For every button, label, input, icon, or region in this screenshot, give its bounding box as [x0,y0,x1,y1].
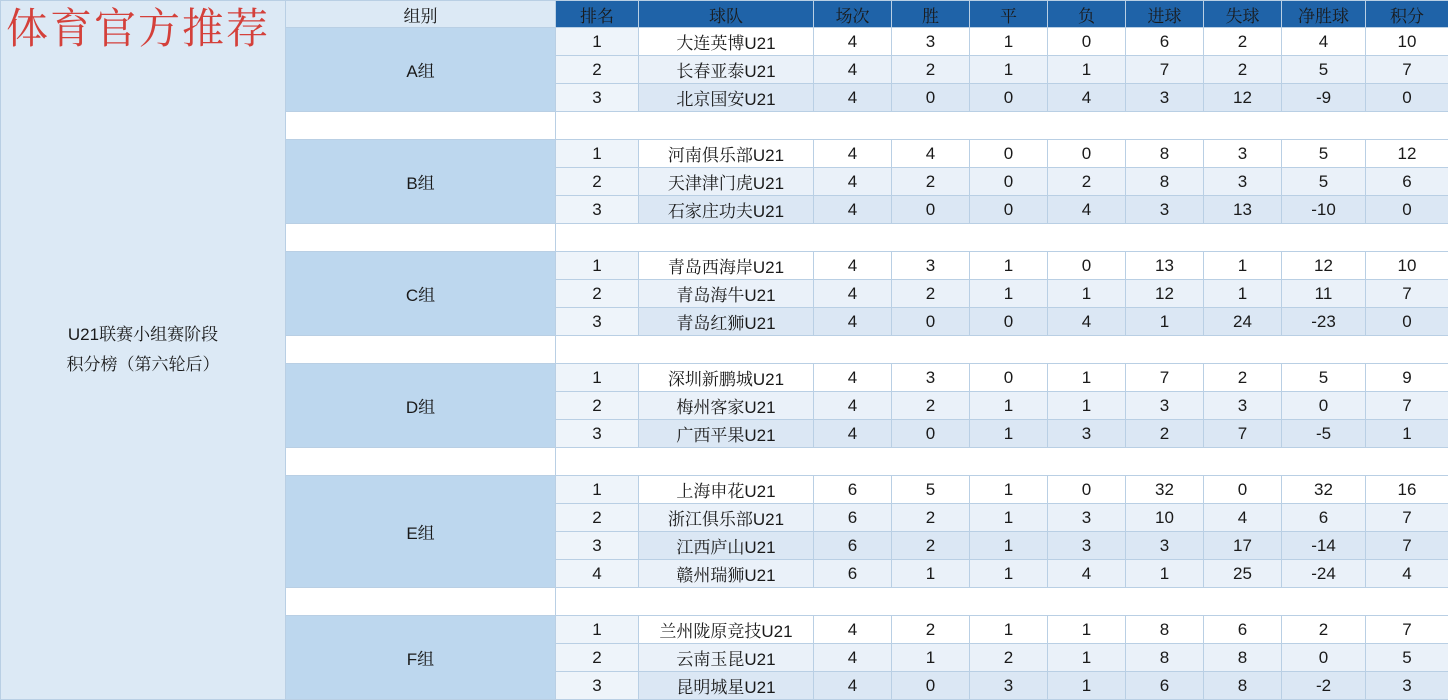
cell-rank: 2 [556,644,639,672]
cell-goals-against: 2 [1204,56,1282,84]
cell-played: 6 [814,532,892,560]
cell-points: 7 [1366,392,1448,420]
cell-goals-against: 3 [1204,168,1282,196]
cell-loss: 3 [1048,420,1126,448]
cell-points: 7 [1366,504,1448,532]
cell-draw: 0 [970,84,1048,112]
cell-played: 4 [814,420,892,448]
cell-win: 1 [892,560,970,588]
cell-goals-against: 3 [1204,140,1282,168]
cell-draw: 1 [970,616,1048,644]
spacer-group [286,224,556,252]
cell-goal-diff: 2 [1282,616,1366,644]
cell-draw: 1 [970,504,1048,532]
cell-goal-diff: 32 [1282,476,1366,504]
cell-rank: 3 [556,84,639,112]
cell-loss: 4 [1048,560,1126,588]
cell-goal-diff: 0 [1282,644,1366,672]
cell-rank: 3 [556,196,639,224]
cell-loss: 3 [1048,532,1126,560]
group-label-F组: F组 [286,616,556,700]
cell-loss: 1 [1048,56,1126,84]
cell-team: 天津津门虎U21 [639,168,814,196]
column-header-goals-for: 进球 [1126,1,1204,28]
cell-played: 4 [814,364,892,392]
cell-win: 3 [892,28,970,56]
cell-team: 河南俱乐部U21 [639,140,814,168]
cell-goal-diff: -14 [1282,532,1366,560]
column-header-group: 组别 [286,1,556,28]
cell-win: 2 [892,280,970,308]
cell-goal-diff: -9 [1282,84,1366,112]
cell-goal-diff: 5 [1282,56,1366,84]
cell-points: 10 [1366,28,1448,56]
cell-goal-diff: -24 [1282,560,1366,588]
cell-goals-against: 3 [1204,392,1282,420]
cell-loss: 3 [1048,504,1126,532]
cell-goals-against: 13 [1204,196,1282,224]
cell-rank: 2 [556,280,639,308]
cell-goals-for: 2 [1126,420,1204,448]
spacer-stats [556,112,1448,140]
cell-win: 2 [892,392,970,420]
cell-team: 长春亚泰U21 [639,56,814,84]
cell-points: 16 [1366,476,1448,504]
cell-draw: 0 [970,196,1048,224]
cell-goal-diff: -23 [1282,308,1366,336]
cell-played: 4 [814,308,892,336]
cell-goals-for: 10 [1126,504,1204,532]
cell-win: 2 [892,168,970,196]
cell-goals-for: 8 [1126,140,1204,168]
cell-played: 4 [814,672,892,700]
group-label-E组: E组 [286,476,556,588]
cell-goals-for: 32 [1126,476,1204,504]
cell-win: 2 [892,616,970,644]
cell-rank: 2 [556,504,639,532]
cell-played: 4 [814,280,892,308]
cell-draw: 1 [970,532,1048,560]
cell-points: 7 [1366,532,1448,560]
cell-goals-for: 8 [1126,644,1204,672]
cell-goal-diff: 11 [1282,280,1366,308]
cell-goals-against: 17 [1204,532,1282,560]
cell-draw: 0 [970,308,1048,336]
cell-points: 7 [1366,280,1448,308]
cell-rank: 3 [556,532,639,560]
cell-goals-against: 1 [1204,252,1282,280]
cell-goals-for: 6 [1126,28,1204,56]
cell-goals-against: 4 [1204,504,1282,532]
cell-draw: 1 [970,280,1048,308]
cell-points: 0 [1366,308,1448,336]
cell-team: 江西庐山U21 [639,532,814,560]
cell-rank: 1 [556,616,639,644]
cell-team: 大连英博U21 [639,28,814,56]
cell-loss: 2 [1048,168,1126,196]
cell-played: 4 [814,616,892,644]
cell-points: 6 [1366,168,1448,196]
cell-win: 0 [892,84,970,112]
cell-points: 3 [1366,672,1448,700]
cell-played: 6 [814,504,892,532]
cell-loss: 0 [1048,28,1126,56]
cell-played: 4 [814,140,892,168]
cell-points: 9 [1366,364,1448,392]
cell-goals-for: 3 [1126,196,1204,224]
cell-played: 4 [814,56,892,84]
cell-rank: 2 [556,392,639,420]
cell-rank: 1 [556,476,639,504]
cell-draw: 3 [970,672,1048,700]
cell-played: 4 [814,392,892,420]
cell-goal-diff: 12 [1282,252,1366,280]
cell-goal-diff: 5 [1282,140,1366,168]
cell-rank: 2 [556,168,639,196]
cell-played: 4 [814,644,892,672]
cell-team: 浙江俱乐部U21 [639,504,814,532]
spacer-stats [556,336,1448,364]
cell-draw: 1 [970,392,1048,420]
cell-goals-for: 1 [1126,308,1204,336]
cell-goal-diff: 0 [1282,392,1366,420]
cell-goals-against: 24 [1204,308,1282,336]
cell-goal-diff: 5 [1282,364,1366,392]
cell-team: 上海申花U21 [639,476,814,504]
cell-points: 0 [1366,84,1448,112]
cell-team: 昆明城星U21 [639,672,814,700]
cell-draw: 1 [970,28,1048,56]
cell-loss: 1 [1048,280,1126,308]
group-label-D组: D组 [286,364,556,448]
spacer-group [286,336,556,364]
cell-draw: 1 [970,420,1048,448]
cell-goals-against: 2 [1204,364,1282,392]
cell-team: 兰州陇原竞技U21 [639,616,814,644]
cell-goals-against: 0 [1204,476,1282,504]
cell-goals-for: 1 [1126,560,1204,588]
column-header-rank: 排名 [556,1,639,28]
column-header-played: 场次 [814,1,892,28]
column-header-team: 球队 [639,1,814,28]
cell-points: 4 [1366,560,1448,588]
cell-win: 2 [892,56,970,84]
cell-played: 6 [814,560,892,588]
column-header-loss: 负 [1048,1,1126,28]
cell-loss: 1 [1048,672,1126,700]
cell-loss: 0 [1048,252,1126,280]
column-header-draw: 平 [970,1,1048,28]
cell-goals-for: 3 [1126,532,1204,560]
cell-loss: 1 [1048,364,1126,392]
cell-points: 0 [1366,196,1448,224]
cell-team: 北京国安U21 [639,84,814,112]
cell-loss: 1 [1048,616,1126,644]
cell-goals-against: 1 [1204,280,1282,308]
cell-loss: 0 [1048,140,1126,168]
cell-goal-diff: 5 [1282,168,1366,196]
cell-goals-for: 3 [1126,392,1204,420]
column-header-goal-diff: 净胜球 [1282,1,1366,28]
cell-goals-for: 3 [1126,84,1204,112]
cell-team: 青岛海牛U21 [639,280,814,308]
cell-team: 云南玉昆U21 [639,644,814,672]
cell-played: 4 [814,252,892,280]
cell-goal-diff: -2 [1282,672,1366,700]
cell-win: 0 [892,672,970,700]
cell-win: 3 [892,252,970,280]
cell-draw: 1 [970,252,1048,280]
page-title: U21联赛小组赛阶段 积分榜（第六轮后） [1,1,286,700]
cell-win: 3 [892,364,970,392]
cell-goals-for: 8 [1126,616,1204,644]
cell-win: 2 [892,532,970,560]
cell-loss: 4 [1048,308,1126,336]
cell-win: 1 [892,644,970,672]
cell-draw: 1 [970,560,1048,588]
cell-played: 4 [814,28,892,56]
cell-points: 5 [1366,644,1448,672]
spacer-stats [556,448,1448,476]
cell-loss: 4 [1048,84,1126,112]
cell-goals-against: 8 [1204,644,1282,672]
cell-points: 10 [1366,252,1448,280]
spacer-group [286,112,556,140]
cell-draw: 0 [970,364,1048,392]
cell-rank: 4 [556,560,639,588]
cell-loss: 1 [1048,392,1126,420]
cell-team: 深圳新鹏城U21 [639,364,814,392]
cell-draw: 2 [970,644,1048,672]
cell-goals-against: 8 [1204,672,1282,700]
cell-loss: 4 [1048,196,1126,224]
cell-rank: 1 [556,28,639,56]
cell-loss: 1 [1048,644,1126,672]
cell-win: 2 [892,504,970,532]
cell-win: 0 [892,420,970,448]
cell-win: 0 [892,196,970,224]
spacer-stats [556,224,1448,252]
cell-team: 青岛西海岸U21 [639,252,814,280]
cell-goals-for: 8 [1126,168,1204,196]
cell-goal-diff: 6 [1282,504,1366,532]
cell-rank: 3 [556,420,639,448]
cell-played: 6 [814,476,892,504]
cell-rank: 3 [556,672,639,700]
cell-win: 4 [892,140,970,168]
cell-rank: 1 [556,364,639,392]
group-label-B组: B组 [286,140,556,224]
cell-win: 0 [892,308,970,336]
cell-points: 12 [1366,140,1448,168]
cell-team: 青岛红狮U21 [639,308,814,336]
cell-goals-for: 7 [1126,56,1204,84]
spacer-group [286,448,556,476]
cell-team: 石家庄功夫U21 [639,196,814,224]
watermark-text: 体育官方推荐 [6,0,270,56]
cell-goal-diff: 4 [1282,28,1366,56]
cell-goal-diff: -10 [1282,196,1366,224]
cell-goals-for: 7 [1126,364,1204,392]
cell-goals-against: 12 [1204,84,1282,112]
cell-rank: 1 [556,140,639,168]
cell-played: 4 [814,196,892,224]
column-header-win: 胜 [892,1,970,28]
cell-goals-for: 12 [1126,280,1204,308]
cell-team: 梅州客家U21 [639,392,814,420]
cell-goals-for: 13 [1126,252,1204,280]
group-label-A组: A组 [286,28,556,112]
cell-played: 4 [814,84,892,112]
cell-draw: 1 [970,56,1048,84]
cell-points: 7 [1366,56,1448,84]
cell-goals-against: 25 [1204,560,1282,588]
cell-draw: 0 [970,140,1048,168]
spacer-group [286,588,556,616]
cell-points: 7 [1366,616,1448,644]
cell-goals-against: 2 [1204,28,1282,56]
cell-played: 4 [814,168,892,196]
cell-goals-against: 7 [1204,420,1282,448]
cell-loss: 0 [1048,476,1126,504]
cell-rank: 1 [556,252,639,280]
column-header-points: 积分 [1366,1,1448,28]
column-header-goals-against: 失球 [1204,1,1282,28]
standings-body [1,1,1448,700]
cell-draw: 1 [970,476,1048,504]
cell-points: 1 [1366,420,1448,448]
spacer-stats [556,588,1448,616]
group-label-C组: C组 [286,252,556,336]
cell-goals-against: 6 [1204,616,1282,644]
cell-draw: 0 [970,168,1048,196]
cell-rank: 2 [556,56,639,84]
cell-rank: 3 [556,308,639,336]
cell-goal-diff: -5 [1282,420,1366,448]
cell-win: 5 [892,476,970,504]
cell-team: 广西平果U21 [639,420,814,448]
cell-team: 赣州瑞狮U21 [639,560,814,588]
cell-goals-for: 6 [1126,672,1204,700]
